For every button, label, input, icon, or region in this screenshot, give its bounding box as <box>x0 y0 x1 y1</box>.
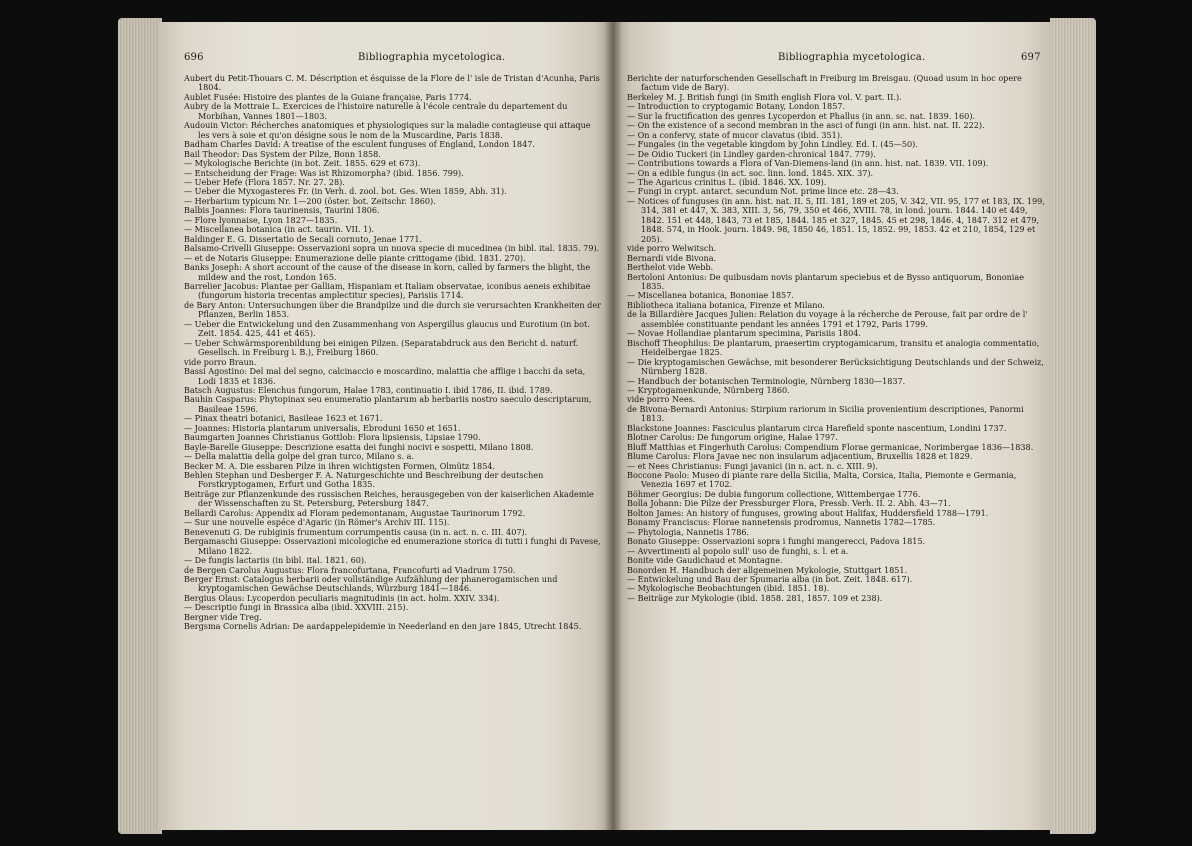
bibliography-entry: Bauhin Casparus: Phytopinax seu enumeratio plantarum ab herbariis nostro saeculo descriptarum, Basileae 1596. <box>184 394 592 414</box>
bibliography-entry: Batsch Augustus: Elenchus fungorum, Halae 1783, continuatio I. ibid 1786, II. ibid. 1789. <box>184 384 553 395</box>
bibliography-entry: vide porro Nees. <box>627 394 696 405</box>
bibliography-entry: Blotner Carolus: De fungorum origine, Halae 1797. <box>627 432 838 443</box>
bibliography-entry: Bolla Johann: Die Pilze der Pressburger Flora, Pressb. Verh. II. 2. Abh. 43—71. <box>627 498 951 509</box>
bibliography-entry: Baldinger E. G. Dissertatio de Secali cornuto, Jenae 1771. <box>184 233 423 244</box>
bibliography-entry: — Kryptogamenkunde, Nürnberg 1860. <box>627 384 790 395</box>
bibliography-entry: Aublet Fusée: Histoire des plantes de la Guiane française, Paris 1774. <box>184 91 472 102</box>
bibliography-entry: — Fungales (in the vegetable kingdom by John Lindley. Ed. I. (45—50). <box>627 139 918 150</box>
bibliography-entry: — Mykologische Berichte (in bot. Zeit. 1855. 629 et 673). <box>184 158 421 169</box>
bibliography-entry: Benevenuti G. De rubiginis frumentum corrumpentis causa (in n. act. n. c. III. 407). <box>184 526 528 537</box>
bibliography-entry: Bergamaschi Giuseppe: Osservazioni micologiche ed enumerazione storica di tutti i funghi di Pavese, Milano 1822. <box>184 536 601 556</box>
bibliography-entry: — Flore lyonnaise, Lyon 1827—1835. <box>184 214 338 225</box>
bibliography-entry: — Descriptio fungi in Brassica alba (ibid. XXVIII. 215). <box>184 602 409 613</box>
bibliography-entry: vide porro Welwitsch. <box>627 243 717 254</box>
bibliography-entry: Bertoloni Antonius: De quibusdam novis plantarum speciebus et de Bysso antiquorum, Bononiae 1835. <box>627 271 1025 291</box>
bibliography-entry: — Beiträge zur Mykologie (ibid. 1858. 281, 1857. 109 et 238). <box>627 592 883 603</box>
bibliography-entry: Bergsma Cornelis Adrian: De aardappelepidemie in Neederland en den jare 1845, Utrecht 1845. <box>184 621 582 632</box>
bibliography-entry: de Bary Anton: Untersuchungen über die Brandpilze und die durch sie verursachten Krankheiten der Pflanzen, Berlin 1853. <box>184 299 602 320</box>
running-title-left: Bibliographia mycetologica. <box>358 52 506 63</box>
bibliography-entry: — On a edible fungus (in act. soc. linn. lond. 1845. XIX. 37). <box>627 167 874 178</box>
bibliography-entry: Bischoff Theophilus: De plantarum, praesertim cryptogamicarum, transitu et analogia commentatio, Heidelbergae 1825. <box>627 337 1040 358</box>
bibliography-entry: — Ueber die Entwickelung und den Zusammenhang von Aspergillus glaucus und Eurotium (in bot. Zeit. 1854. 425, 441 et 465). <box>184 318 590 339</box>
bibliography-entry: — De Oidio Tuckeri (in Lindley garden-chronical 1847. 779). <box>627 148 876 159</box>
bibliography-entry: — Sur une nouvelle espéce d'Agaric (in Römer's Archiv III. 115). <box>184 517 450 528</box>
bibliography-entry: Becker M. A. Die essbaren Pilze in ihren wichtigsten Formen, Olmütz 1854. <box>184 460 496 471</box>
bibliography-entry: Behlen Stephan und Desberger F. A. Naturgeschichte und Beschreibung der deutschen Forstkryptogamen, Erfurt und Gotha 1835. <box>184 470 544 490</box>
bibliography-entry: — Ueber die Myxogasteres Fr. (in Verh. d. zool. bot. Ges. Wien 1859, Abh. 31). <box>184 186 507 197</box>
bibliography-entry: Aubry de la Mottraie L. Exercices de l'histoire naturelle à l'école centrale du departement du Morbihan, Vannes 1801—1803. <box>184 101 568 121</box>
bibliography-entry: Böhmer Georgius: De dubia fungorum collectione, Wittembergae 1776. <box>627 488 921 499</box>
bibliography-entry: Aubert du Petit-Thouars C. M. Déscription et ésquisse de la Flore de l' isle de Tristan d'Acunha, Paris 1804. <box>184 73 600 93</box>
bibliography-entry: — Entscheidung der Frage: Was ist Rhizomorpha? (ibid. 1856. 799). <box>184 167 464 178</box>
bibliography-entry: — Pinax theatri botanici, Basileae 1623 et 1671. <box>184 413 383 424</box>
bibliography-entry: — Die kryptogamischen Gewächse, mit besonderer Berücksichtigung Deutschlands und der Schweiz, Nürnberg 1828. <box>627 356 1044 377</box>
bibliography-entry: — On a confervy, state of mucor clavatus (ibid. 351). <box>627 129 843 140</box>
bibliography-entry: Bonite vide Gaudichaud et Montagne. <box>627 555 783 566</box>
bibliography-entry: — Miscellanea botanica, Bononiae 1857. <box>627 290 794 301</box>
bibliography-entry: — Sur la fructification des genres Lycoperdon et Phallus (in ann. sc. nat. 1839. 160). <box>627 110 976 121</box>
bibliography-entry: — Notices of funguses (in ann. hist. nat. II. 5, III. 181, 189 et 205, V. 342, VII. 95, 177 et 183, IX. 199, 314, 381 et 447, X. 383, XIII. 3, 56, 79, 350 et 466, XVIII. 78, in lond. journ. 1844. 140 et 449, 1842. 151 et 448, 1843, 73 et 185, 1844. 185 et 327, 1845. 45 et 298, 1846. 4, 1847. 312 et 479, 1848. 574, in Hook. journ. 1849. 98, 1850 46, 1851. 15, 1852. 99, 1853. 42 et 210, 1854, 129 et 205). <box>627 195 1045 244</box>
bibliography-entry: vide porro Braun. <box>184 356 257 367</box>
bibliography-entry: — et de Notaris Giuseppe: Enumerazione delle piante crittogame (ibid. 1831. 270). <box>184 252 526 263</box>
bibliography-entry: Berichte der naturforschenden Gesellschaft in Freiburg im Breisgau. (Quoad usum in hoc opere factum vide de Bary). <box>627 73 1022 93</box>
bibliography-entry: Banks Joseph: A short account of the cause of the disease in korn, called by farmers the blight, the mildew and the rost, London 165. <box>184 262 591 282</box>
bibliography-entry: — Avvertimenti al popolo sull' uso de funghi, s. l. et a. <box>627 545 849 556</box>
bibliography-entry: — Miscellanea botanica (in act. taurin. VII. 1). <box>184 224 374 235</box>
running-title-right: Bibliographia mycetologica. <box>778 52 926 63</box>
bibliography-entry: — Novae Hollandiae plantarum specimina, Parisiis 1804. <box>627 328 861 339</box>
bibliography-entry: Bergius Olaus: Lycoperdon peculiaris magnitudinis (in act. holm. XXIV. 334). <box>184 592 500 603</box>
bibliography-entry: Bail Theodor: Das System der Pilze, Bonn 1858. <box>184 148 381 159</box>
bibliography-entry: Bernardi vide Bivona. <box>627 252 717 263</box>
bibliography-entry: de Bivona-Bernardi Antonius: Stirpium rariorum in Sicilia provenientium descriptiones, Panormi 1813. <box>627 403 1024 424</box>
bibliography-entry: Blackstone Joannes: Fasciculus plantarum circa Harefield sponte nascentium, Londini 1737. <box>627 422 1007 433</box>
bibliography-entry: Bassi Agostino: Del mal del segno, calcinaccio e moscardino, malattia che afflige i bacchi da seta, Lodi 1835 et 1836. <box>184 366 586 386</box>
bibliography-entry: — Introduction to cryptogamic Botany, London 1857. <box>627 101 846 112</box>
bibliography-entry: de la Billardière Jacques Julien: Relation du voyage à la récherche de Perouse, fait par ordre de l' assemblée constituante pendant les années 1791 et 1792, Paris 1799. <box>627 309 1028 329</box>
bibliography-list-left <box>184 74 602 632</box>
bibliography-entry: Bonorden H. Handbuch der allgemeinen Mykologie, Stuttgart 1851. <box>627 564 908 575</box>
bibliography-list-right <box>627 74 1045 603</box>
bibliography-entry: Bayle-Barelle Giuseppe: Descrizione esatta dei funghi nocivi e sospetti, Milano 1808. <box>184 441 534 452</box>
bibliography-entry: Boccone Paolo: Museo di piante rare della Sicilia, Malta, Corsica, Italia, Piemonte e Germania, Venezia 1697 et 1702. <box>627 470 1017 490</box>
bibliography-entry: Audouin Victor: Récherches anatomiques et physiologiques sur la maladie contagieuse qui attaque les vers à soie et qu'on désigne sous le nom de la Muscardine, Paris 1838. <box>184 120 591 140</box>
bibliography-entry: Berthelot vide Webb. <box>627 262 714 273</box>
bibliography-entry: Badham Charles David: A treatise of the esculent funguses of England, London 1847. <box>184 139 535 150</box>
bibliography-entry: — Ueber Schwärmsporenbildung bei einigen Pilzen. (Separatabdruck aus den Bericht d. naturf. Gesellsch. in Freiburg i. B.), Freiburg 1860. <box>184 337 579 358</box>
bibliography-entry: — Mykologische Beobachtungen (ibid. 1851. 18). <box>627 583 830 594</box>
bibliography-entry: Bibliotheca italiana botanica, Firenze et Milano. <box>627 299 825 310</box>
bibliography-entry: Bellardi Carolus: Appendix ad Floram pedemontanam, Augustae Taurinorum 1792. <box>184 507 526 518</box>
bibliography-entry: Blume Carolus: Flora Javae nec non insularum adjacentium, Bruxellis 1828 et 1829. <box>627 451 973 462</box>
bibliography-entry: Bonato Giuseppe: Osservazioni sopra i funghi mangerecci, Padova 1815. <box>627 536 926 547</box>
bibliography-entry: — et Nees Christianus: Fungi javanici (in n. act. n. c. XIII. 9). <box>627 460 878 471</box>
bibliography-entry: — Fungi in crypt. antarct. secundum Not. prime lince etc. 28—43. <box>627 186 899 197</box>
right-page-edges <box>1050 18 1096 834</box>
book-gutter <box>604 22 622 830</box>
bibliography-entry: Baumgarten Joannes Christianus Gottlob: Flora lipsiensis, Lipsiae 1790. <box>184 432 481 443</box>
bibliography-entry: — Joannes: Historia plantarum universalis, Ebroduni 1650 et 1651. <box>184 422 461 433</box>
left-page <box>158 22 613 830</box>
bibliography-entry: — Entwickelung und Bau der Spumaria alba (in bot. Zeit. 1848. 617). <box>627 574 913 585</box>
bibliography-entry: — De fungis lactariis (in bibl. ital. 1821. 60). <box>184 555 367 566</box>
bibliography-entry: — The Agaricus crinitus L. (ibid. 1846. XX. 109). <box>627 176 827 187</box>
bibliography-entry: Berkeley M. J. British fungi (in Smith english Flora vol. V. part. II.). <box>627 91 902 102</box>
bibliography-entry: Balbis Joannes: Flora taurinensis, Taurini 1806. <box>184 205 380 216</box>
page-number-right: 697 <box>1021 52 1041 63</box>
bibliography-entry: — Della malattia della golpe del gran turco, Milano s. a. <box>184 451 414 462</box>
bibliography-entry: — Herbarium typicum Nr. 1—200 (öster. bot. Zeitschr. 1860). <box>184 195 436 206</box>
bibliography-entry: de Bergen Carolus Augustus: Flora francofurtana, Francofurti ad Viadrum 1750. <box>184 564 516 575</box>
bibliography-entry: — Phytologia, Nannetis 1786. <box>627 526 750 537</box>
bibliography-entry: Bonamy Franciscus: Florae nannetensis prodromus, Nannetis 1782—1785. <box>627 517 936 528</box>
bibliography-entry: Barrelier Jacobus: Plantae per Galliam, Hispaniam et Italiam observatae, iconibus aeneis exhibitae (fungorum historia trecentas amplectitur species), Parisiis 1714. <box>184 280 591 301</box>
bibliography-entry: Bolton James: An history of funguses, growing about Halifax, Huddersfield 1788—1791. <box>627 507 989 518</box>
bibliography-entry: Balsamo-Crivelli Giuseppe: Osservazioni sopra un nuova specie di mucedinea (in bibl. ital. 1835. 79). <box>184 243 600 254</box>
bibliography-entry: — On the existence of a second membran in the asci of fungi (in ann. hist. nat. II. 222). <box>627 120 985 131</box>
right-page <box>613 22 1053 830</box>
bibliography-entry: — Handbuch der botanischen Terminologie, Nürnberg 1830—1837. <box>627 375 906 386</box>
bibliography-entry: — Ueber Hefe (Flora 1857. Nr. 27. 28). <box>184 176 345 187</box>
bibliography-entry: Bergner vide Treg. <box>184 611 262 622</box>
bibliography-entry: — Contributions towards a Flora of Van-Diemens-land (in ann. hist. nat. 1839. VII. 109). <box>627 158 989 169</box>
bibliography-entry: Beiträge zur Pflanzenkunde des russischen Reiches, herausgegeben von der kaiserlichen Akademie der Wissenschaften zu St. Petersburg, Petersburg 1847. <box>184 488 594 509</box>
bibliography-entry: Bluff Matthias et Fingerhuth Carolus: Compendium Florae germanicae, Norimbergae 1836—1838. <box>627 441 1034 452</box>
left-page-edges <box>118 18 162 834</box>
bibliography-entry: Berger Ernst: Catalogus herbarii oder vollständige Aufzählung der phanerogamischen und kryptogamischen Gewächse Deutschlands, Würzburg 1841—1846. <box>184 574 558 594</box>
page-number-left: 696 <box>184 52 204 63</box>
